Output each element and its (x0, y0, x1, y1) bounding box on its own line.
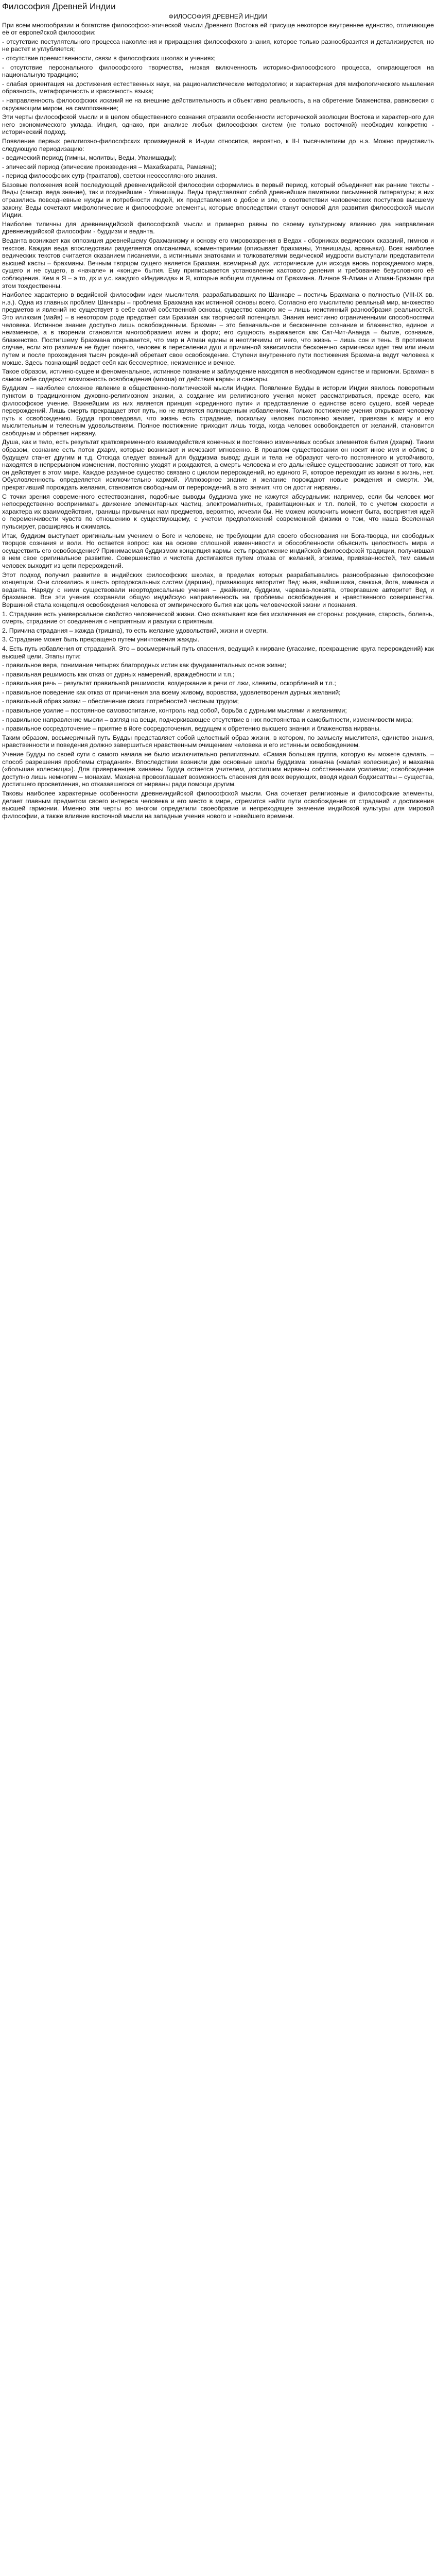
paragraph: - отсутствие персонального философского творчества, низкая включенность историко-философского процесса, опирающегося на национальную традицию; (2, 63, 434, 79)
paragraph: - правильная речь – результат правильной решимости, воздержание в речи от лжи, клеветы, оскорблений и т.п.; (2, 680, 336, 687)
paragraph: Итак, буддизм выступает оригинальным учением о Боге и человеке, не требующим для своего обоснования ни Бога-творца, ни свободных творцов сознания и воли. Но остается вопрос: как на основе сплошной изменчивости и обособленности объяснить целостность мира и осуществить его освобождение? Принимаемая буддизмом концепция кармы есть продолжение индийской философской традиции, получившая в нем свое оригинальное развитие. Совершенство и чистота достигаются путем отказа от желаний, эгоизма, привязанностей, тем самым человек выходит из цепи перерождений. (2, 532, 434, 569)
paragraph: Наиболее типичны для древнеиндийской философской мысли и примерно равны по своему культурному влиянию два направления древнеиндийской философии - буддизм и веданта. (2, 220, 434, 235)
page-title: Философия Древней Индии (2, 2, 116, 11)
paragraph: - правильная решимость как отказ от дурных намерений, враждебности и т.п.; (2, 670, 235, 678)
paragraph: Такое образом, истинно-сущее и феноменальное, истинное познание и заблуждение находятся в необходимом единстве и гармонии. Брахман в самом себе содержит возможность освобождения (мокша) от действия кармы и сансары. (2, 368, 434, 383)
paragraph: - отсутствие постулятельного процесса накопления и приращения философского знания, которое только разнообразится и детализируется, но не растет и углубляется; (2, 38, 434, 53)
paragraph: Таким образом, восьмеричный путь Будды представляет собой целостный образ жизни, в котором, по замыслу мыслителя, единство знания, нравственности и поведения должно завершиться нравственным очищением человека и его истинным освобождением. (2, 734, 434, 749)
paragraph: Базовые положения всей последующей древнеиндийской философии оформились в первый период, который объединяет как ранние тексты - Веды (санскр. веда знание), так и позднейшие - Упанишады. Веды представляют собой древнейшие памятники письменной литературы; в них отразились повседневные нужды и потребности людей, их представления о добре и зле, о соответствии человеческих поступков высшему закону. Веды сочетают мифологические и философские элементы, которые впоследствии станут основой для развития философской мысли Индии. (2, 181, 434, 219)
paragraph: 2. Причина страдания – жажда (тришна), то есть желание удовольствий, жизни и смерти. (2, 626, 268, 634)
paragraph: - отсутствие преемственности, связи в философских школах и учениях; (2, 54, 216, 62)
paragraph: Таковы наиболее характерные особенности древнеиндийской философской мысли. Она сочетает религиозные и философские элементы, делает главным предметом своего интереса человека и его место в мире, стремится найти пути освобождения от страданий и достижения высшей гармонии. Именно эти черты во многом определили своеобразие и непреходящее значение индийской культуры для мировой философии, а также влияние восточной мысли на западные учения нового и новейшего времени. (2, 790, 434, 820)
paragraph: 3. Страдание может быть прекращено путем уничтожения жажды. (2, 636, 200, 643)
document-page (0, 0, 436, 826)
paragraph: С точки зрения современного естествознания, подобные выводы буддизма уже не кажутся абсурдными: например, если бы человек мог непосредственно воспринимать движение элементарных частиц, электромагнитных, гравитационных и т.п. полей, то с учетом скорости и характера их взаимодействия, границы привычных нам предметов, вероятно, исчезли бы. Не можем исключить момент быта, восприятия идей о переменчивости чувств по отношению к существующему, с учетом предположений современной физики о том, что наша Вселенная пульсирует, расширяясь и сжимаясь. (2, 493, 434, 530)
paragraph: Появление первых религиозно-философских произведений в Индии относится, вероятно, к II-I тысячелетиям до н.э. Можно представить следующую периодизацию: (2, 137, 434, 152)
paragraph: Этот подход получил развитие в индийских философских школах, в пределах которых разрабатывались разнообразные философские концепции. Они сложились в шесть ортодоксальных систем (даршан), признающих авторитет Вед: ньяя, вайшешика, санкхья, йога, миманса и веданта. Наряду с ними существовали неортодоксальные учения – джайнизм, буддизм, чарвака-локаята, отвергавшие авторитет Вед и брахманов. Все эти учения сохраняли общую индийскую направленность на проблемы освобождения и нравственного совершенства. Вершиной стала концепция освобождения человека от эмпирического бытия как цель человеческой жизни и познания. (2, 571, 434, 608)
paragraph: - правильное вера, понимание четырех благородных истин как фундаментальных основ жизни; (2, 662, 287, 669)
paragraph: Наиболее характерно в ведийской философии идеи мыслителя, разрабатывавших по Шанкаре – постичь Брахмана о полностью (VIII-IX вв. н.э.). Одна из главных проблем Шанкары – проблема Брахмана как истинной основы всего. Согласно его мыслителю реальный мир, множество предметов и явлений не существует в себе самой собственной основы, существо самого же – лишь неистинный разнообразия реальностей. Это иллюзия (майя) – в некотором роде предстает сам Брахман как творческий потенциал. Знания неистинно ограниченными способностями человека. Истинное знание доступно лишь освобожденным. Брахман – это безначальное и бесконечное сознание и блаженство, единое и неизменное, а в творении становится многообразием имен и форм; его сущность выражается как Сат-Чит-Ананда – бытие, сознание, блаженство. Постигшему Брахмана открывается, что мир и Атман едины и неотличимы от него, что жизнь – лишь сон и тень. В противном случае, если это различие не будет понято, человек в переселении душ и причинной зависимости бесконечно кармически идет тем или иным путем и после прохождения тысяч рождений обретает свое освобождение. Ступени внутреннего пути постижения Брахмана ведут человека к мокше. Здесь познающий ведает себя как бессмертное, неизменное и вечное. (2, 291, 434, 366)
paragraph: - период философских сутр (трактатов), светски неоссоглясного знания. (2, 172, 217, 180)
paragraph: 1. Страдание есть универсальное свойство человеческой жизни. Оно охватывает все без исключения ее стороны: рождение, старость, болезнь, смерть, страдание от соединения с неприятным и разлуки с приятным. (2, 610, 434, 625)
paragraph: - ведический период (гимны, молитвы, Веды, Упанишады); (2, 154, 177, 162)
paragraph: Учение Будды по своей сути с самого начала не было исключительно религиозным. «Самая большая группа, которую вы можете сделать, – способ разрешения проблемы страдания». Впоследствии возникли две основные школы буддизма: хинаяна («малая колесница») и махаяна («большая колесница»). Для приверженцев хинаяны Будда остается учителем, достигшим нирваны собственными усилиями; освобождение доступно лишь немногим – монахам. Махаяна провозглашает возможность спасения для всех верующих, вводя идеал бодхисаттвы – существа, достигшего просветления, но отказавшегося от нирваны ради помощи другим. (2, 751, 434, 788)
paragraph: - правильное сосредоточение – приятие в йоге сосредоточения, ведущем к обретению высшего знания и блаженства нирваны. (2, 725, 381, 733)
document-subtitle: ФИЛОСОФИЯ ДРЕВНЕЙ ИНДИИ (168, 13, 268, 20)
paragraph: - правильное усилие – постоянное самовоспитание, контроль над собой, борьба с дурными мыслями и желаниями; (2, 707, 347, 715)
paragraph: - правильное поведение как отказ от причинения зла всему живому, воровства, удовлетворения дурных желаний; (2, 688, 341, 696)
paragraph: Буддизм – наиболее сложное явление в общественно-политической мысли Индии. Появление Будды в истории Индии явилось поворотным пунктом в традиционном духовно-религиозном знании, а создание им религиозного учения может рассматриваться, прежде всего, как философское учение. Важнейшим из них является принцип «срединного пути» и представление о единстве всего сущего, всей череде перерождений. Лишь смерть прекращает этот путь, но не является полноценным избавлением. Только постижение учения открывает человеку путь к освобождению. Будда проповедовал, что жизнь есть страдание, поскольку человек постоянно желает, привязан к миру и его мыслительным и телесным удовольствиям. Полное постижение приходит лишь тогда, когда человек освобождается от желаний, становится свободным и обретает нирвану. (2, 384, 434, 437)
paragraph: Эти черты философской мысли и в целом общественного сознания отразили особенности исторической эволюции Востока и характерного для него экономического уклада. Индия, однако, при анализе любых философских систем (не только восточной) необходим конкретно - исторический подход. (2, 113, 434, 136)
paragraph: - эпический период (эпические произведения – Махабхарата, Рамаяна); (2, 163, 217, 171)
paragraph: 4. Есть путь избавления от страданий. Это – восьмеричный путь спасения, ведущий к нирване (угасание, прекращение круга перерождений) как высшей цели. Этапы пути: (2, 645, 434, 660)
paragraph: При всем многообразии и богатстве философско-этической мысли Древнего Востока ей присуще некоторое внутреннее единство, отличающее её от европейской философии: (2, 21, 434, 37)
paragraph: - правильное направление мысли – взгляд на вещи, подчеркивающее отсутствие в них постоянства и самобытности, изменчивости мира; (2, 716, 413, 723)
paragraph: - слабая ориентация на достижения естественных наук, на рационалистические методологию; и характерная для мифологического мышления образность, метафоричность и красочность языка; (2, 80, 434, 95)
paragraph: Душа, как и тело, есть результат кратковременного взаимодействия конечных и постоянно изменчивых особых элементов бытия (дхарм). Таким образом, сознание есть поток дхарм, которые возникают и исчезают мгновенно. В прошлом существовании он носит иное имя и облик; в будущем станет другим и т.д. Отсюда следует важный для буддизма вывод: души и тела не образуют чего-то постоянного и устойчивого, находятся в непрерывном изменении, постоянно уходят и рождаются, а смерть человека и его дальнейшее существование зависят от того, как он действует в этом мире. Каждое разумное существо связано с циклом перерождений, но единого Я, которое переходит из жизни в жизнь, нет. Обусловленность определяется исключительно кармой. Иллюзорное знание и желание порождают новые рождения и смерти. Ум, прекративший порождать желания, становится свободным от перерождений, а это значит, что он достиг нирваны. (2, 438, 434, 492)
document-body (2, 22, 434, 820)
paragraph: - правильный образ жизни – обеспечение своих потребностей честным трудом; (2, 698, 239, 705)
paragraph: Веданта возникает как оппозиция древнейшему брахманизму и основу его мировоззрения в Ведах - сборниках ведических сказаний, гимнов и текстов. Каждая веда впоследствии разделяется описаниями, комментариями (описывает брахманы, Упанишады, араньяки). Всех наиболее ведических текстов считается сказанием писаниями, а истинными знатоками и толкователями ведической мудрости выступали представители высшей касты – брахманы. Вечным творцом сущего является Брахман, всемирный дух, исторические для исхода вновь порождаемого мира, сущего и не сущего, в «начале» и «конце» бытия. Ему приписывается установление кастового деления и требование безусловного её соблюдения. Кем я Я – э то, дх и у.с. каждого «Индивида» и Я, которые вобщем отделены от Брахмана. Личное Я-Атман и Атман-Брахман при этом тождественны. (2, 237, 434, 290)
paragraph: - направленность философских исканий не на внешние действительность и объективно реальность, а на обретение блаженства, равновесия с окружающим миром, на самопознание; (2, 96, 434, 112)
